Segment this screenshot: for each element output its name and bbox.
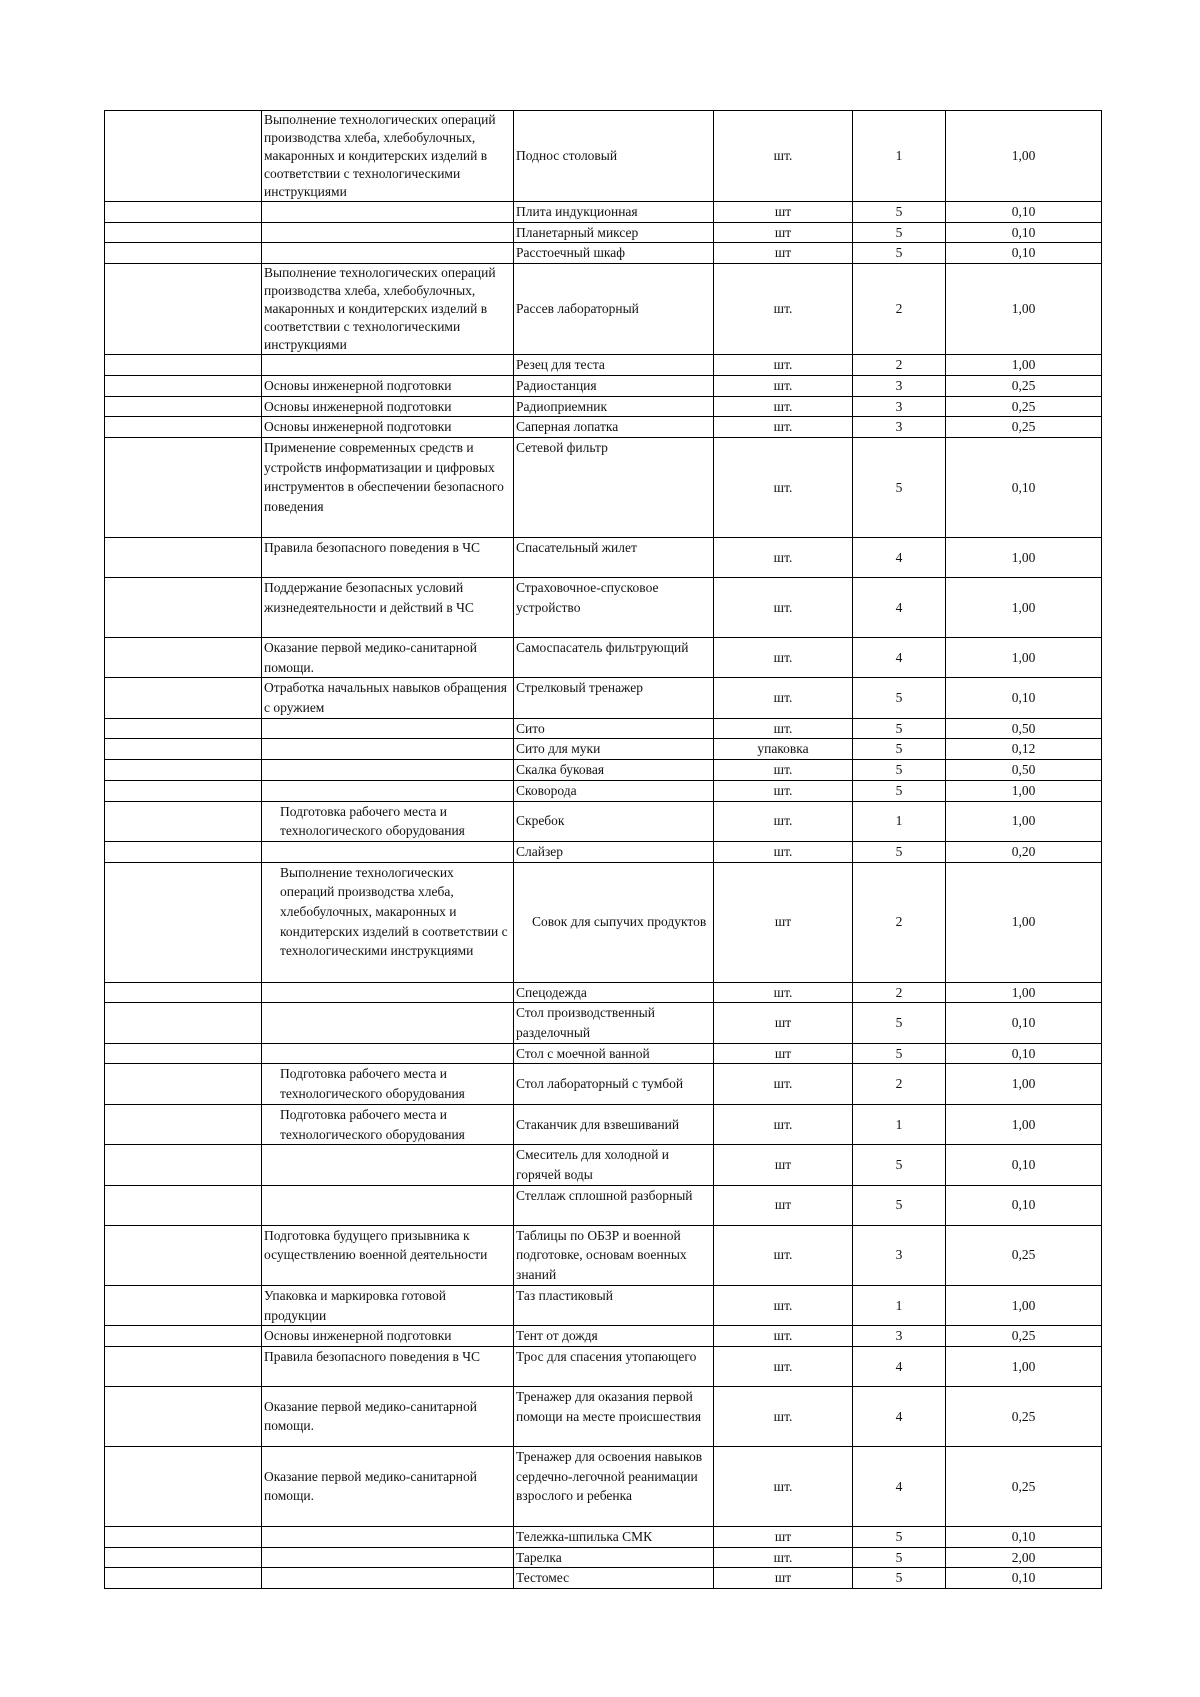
norm-cell: 0,25 (946, 1446, 1102, 1526)
row-number-cell (105, 222, 262, 243)
quantity-cell: 4 (853, 1346, 946, 1386)
item-name-cell: Самоспасатель фильтрующий (514, 637, 714, 677)
unit-cell: шт (714, 862, 853, 982)
norm-cell: 0,50 (946, 760, 1102, 781)
row-number-cell (105, 1104, 262, 1144)
norm-cell: 1,00 (946, 1064, 1102, 1104)
activity-cell: Подготовка рабочего места и технологического оборудования (262, 801, 514, 841)
quantity-cell: 5 (853, 1547, 946, 1568)
activity-cell (262, 1043, 514, 1064)
norm-cell: 0,25 (946, 1386, 1102, 1446)
norm-cell: 1,00 (946, 862, 1102, 982)
item-name-cell: Тренажер для освоения навыков сердечно-легочной реанимации взрослого и ребенка (514, 1446, 714, 1526)
item-name-cell: Тестомес (514, 1568, 714, 1589)
activity-cell: Применение современных средств и устройств информатизации и цифровых инструментов в обеспечении безопасного поведения (262, 437, 514, 537)
quantity-cell: 4 (853, 1386, 946, 1446)
item-name-cell: Стол лабораторный с тумбой (514, 1064, 714, 1104)
norm-cell: 0,10 (946, 1043, 1102, 1064)
table-row (105, 417, 1102, 438)
quantity-cell: 4 (853, 537, 946, 577)
item-name-cell: Стрелковый тренажер (514, 678, 714, 718)
unit-cell: шт. (714, 355, 853, 376)
norm-cell: 1,00 (946, 264, 1102, 355)
norm-cell: 1,00 (946, 577, 1102, 637)
item-name-cell: Таблицы по ОБЗР и военной подготовке, основам военных знаний (514, 1225, 714, 1285)
row-number-cell (105, 1326, 262, 1347)
unit-cell: шт. (714, 1285, 853, 1325)
item-name-cell: Тележка-шпилька СМК (514, 1526, 714, 1547)
unit-cell: шт. (714, 396, 853, 417)
quantity-cell: 5 (853, 1568, 946, 1589)
item-name-cell: Тарелка (514, 1547, 714, 1568)
table-row (105, 1043, 1102, 1064)
unit-cell: шт. (714, 982, 853, 1003)
table-row (105, 1326, 1102, 1347)
table-row (105, 396, 1102, 417)
row-number-cell (105, 841, 262, 862)
table-row (105, 1285, 1102, 1325)
quantity-cell: 4 (853, 1446, 946, 1526)
item-name-cell: Спасательный жилет (514, 537, 714, 577)
row-number-cell (105, 1185, 262, 1225)
table-row (105, 222, 1102, 243)
norm-cell: 0,10 (946, 222, 1102, 243)
table-row (105, 1003, 1102, 1043)
table-row (105, 1526, 1102, 1547)
quantity-cell: 5 (853, 222, 946, 243)
activity-cell (262, 1145, 514, 1185)
quantity-cell: 5 (853, 1145, 946, 1185)
norm-cell: 1,00 (946, 1346, 1102, 1386)
unit-cell: шт. (714, 1104, 853, 1144)
row-number-cell (105, 1547, 262, 1568)
item-name-cell: Стаканчик для взвешиваний (514, 1104, 714, 1144)
unit-cell: шт. (714, 1326, 853, 1347)
activity-cell: Выполнение технологических операций производства хлеба, хлебобулочных, макаронных и кондитерских изделий в соответствии с технологическими инструкциями (262, 264, 514, 355)
unit-cell: шт. (714, 1446, 853, 1526)
item-name-cell: Стеллаж сплошной разборный (514, 1185, 714, 1225)
quantity-cell: 3 (853, 417, 946, 438)
activity-cell (262, 1003, 514, 1043)
table-row (105, 1185, 1102, 1225)
row-number-cell (105, 1145, 262, 1185)
table-row (105, 1446, 1102, 1526)
unit-cell: шт (714, 202, 853, 223)
unit-cell: шт (714, 1043, 853, 1064)
table-row (105, 780, 1102, 801)
quantity-cell: 3 (853, 1326, 946, 1347)
row-number-cell (105, 396, 262, 417)
unit-cell: шт (714, 243, 853, 264)
activity-cell (262, 1185, 514, 1225)
unit-cell: шт. (714, 417, 853, 438)
quantity-cell: 5 (853, 678, 946, 718)
row-number-cell (105, 1346, 262, 1386)
norm-cell: 1,00 (946, 355, 1102, 376)
table-row (105, 739, 1102, 760)
item-name-cell: Расстоечный шкаф (514, 243, 714, 264)
item-name-cell: Сито для муки (514, 739, 714, 760)
row-number-cell (105, 982, 262, 1003)
activity-cell: Основы инженерной подготовки (262, 1326, 514, 1347)
activity-cell: Подготовка будущего призывника к осуществлению военной деятельности (262, 1225, 514, 1285)
quantity-cell: 5 (853, 760, 946, 781)
item-name-cell: Тент от дождя (514, 1326, 714, 1347)
unit-cell: шт. (714, 637, 853, 677)
quantity-cell: 1 (853, 801, 946, 841)
row-number-cell (105, 264, 262, 355)
unit-cell: шт. (714, 841, 853, 862)
quantity-cell: 5 (853, 739, 946, 760)
row-number-cell (105, 577, 262, 637)
unit-cell: шт. (714, 375, 853, 396)
item-name-cell: Таз пластиковый (514, 1285, 714, 1325)
quantity-cell: 2 (853, 355, 946, 376)
item-name-cell: Стол производственный разделочный (514, 1003, 714, 1043)
item-name-cell: Плита индукционная (514, 202, 714, 223)
norm-cell: 0,10 (946, 1145, 1102, 1185)
quantity-cell: 5 (853, 437, 946, 537)
table-row (105, 1547, 1102, 1568)
activity-cell: Правила безопасного поведения в ЧС (262, 537, 514, 577)
quantity-cell: 5 (853, 202, 946, 223)
quantity-cell: 5 (853, 1043, 946, 1064)
norm-cell: 0,10 (946, 1003, 1102, 1043)
table-row (105, 577, 1102, 637)
unit-cell: шт. (714, 1386, 853, 1446)
row-number-cell (105, 1225, 262, 1285)
activity-cell (262, 739, 514, 760)
unit-cell: шт. (714, 1225, 853, 1285)
table-row (105, 375, 1102, 396)
quantity-cell: 5 (853, 1526, 946, 1547)
activity-cell (262, 1568, 514, 1589)
norm-cell: 0,10 (946, 1526, 1102, 1547)
norm-cell: 0,20 (946, 841, 1102, 862)
table-row (105, 1225, 1102, 1285)
norm-cell: 0,25 (946, 396, 1102, 417)
unit-cell: шт. (714, 1064, 853, 1104)
row-number-cell (105, 1043, 262, 1064)
norm-cell: 1,00 (946, 637, 1102, 677)
table-row (105, 437, 1102, 537)
table-row (105, 862, 1102, 982)
item-name-cell: Тренажер для оказания первой помощи на месте происшествия (514, 1386, 714, 1446)
activity-cell (262, 718, 514, 739)
unit-cell: упаковка (714, 739, 853, 760)
quantity-cell: 3 (853, 1225, 946, 1285)
item-name-cell: Радиостанция (514, 375, 714, 396)
quantity-cell: 5 (853, 243, 946, 264)
table-row (105, 1346, 1102, 1386)
unit-cell: шт. (714, 264, 853, 355)
activity-cell (262, 243, 514, 264)
table-row (105, 1064, 1102, 1104)
row-number-cell (105, 1386, 262, 1446)
unit-cell: шт. (714, 780, 853, 801)
quantity-cell: 2 (853, 982, 946, 1003)
activity-cell (262, 1526, 514, 1547)
norm-cell: 0,10 (946, 678, 1102, 718)
row-number-cell (105, 1526, 262, 1547)
activity-cell: Оказание первой медико-санитарной помощи. (262, 1446, 514, 1526)
table-row (105, 637, 1102, 677)
unit-cell: шт. (714, 1346, 853, 1386)
row-number-cell (105, 1064, 262, 1104)
norm-cell: 0,10 (946, 437, 1102, 537)
activity-cell (262, 1547, 514, 1568)
quantity-cell: 5 (853, 1003, 946, 1043)
quantity-cell: 2 (853, 862, 946, 982)
item-name-cell: Саперная лопатка (514, 417, 714, 438)
item-name-cell: Скребок (514, 801, 714, 841)
row-number-cell (105, 355, 262, 376)
quantity-cell: 3 (853, 375, 946, 396)
norm-cell: 0,10 (946, 1568, 1102, 1589)
row-number-cell (105, 739, 262, 760)
norm-cell: 1,00 (946, 1285, 1102, 1325)
item-name-cell: Совок для сыпучих продуктов (514, 862, 714, 982)
table-row (105, 718, 1102, 739)
unit-cell: шт. (714, 801, 853, 841)
quantity-cell: 2 (853, 264, 946, 355)
quantity-cell: 1 (853, 1104, 946, 1144)
activity-cell (262, 202, 514, 223)
activity-cell: Оказание первой медико-санитарной помощи. (262, 637, 514, 677)
item-name-cell: Радиоприемник (514, 396, 714, 417)
row-number-cell (105, 243, 262, 264)
activity-cell: Оказание первой медико-санитарной помощи. (262, 1386, 514, 1446)
row-number-cell (105, 718, 262, 739)
quantity-cell: 1 (853, 111, 946, 202)
table-row (105, 264, 1102, 355)
unit-cell: шт. (714, 1547, 853, 1568)
table-row (105, 111, 1102, 202)
row-number-cell (105, 537, 262, 577)
norm-cell: 1,00 (946, 780, 1102, 801)
row-number-cell (105, 1446, 262, 1526)
row-number-cell (105, 678, 262, 718)
item-name-cell: Стол с моечной ванной (514, 1043, 714, 1064)
row-number-cell (105, 801, 262, 841)
activity-cell: Упаковка и маркировка готовой продукции (262, 1285, 514, 1325)
activity-cell (262, 982, 514, 1003)
norm-cell: 0,50 (946, 718, 1102, 739)
activity-cell: Подготовка рабочего места и технологического оборудования (262, 1104, 514, 1144)
item-name-cell: Резец для теста (514, 355, 714, 376)
row-number-cell (105, 1568, 262, 1589)
table-row (105, 982, 1102, 1003)
activity-cell: Основы инженерной подготовки (262, 375, 514, 396)
table-row (105, 243, 1102, 264)
unit-cell: шт. (714, 760, 853, 781)
row-number-cell (105, 637, 262, 677)
unit-cell: шт. (714, 577, 853, 637)
item-name-cell: Рассев лабораторный (514, 264, 714, 355)
unit-cell: шт (714, 1003, 853, 1043)
activity-cell: Подготовка рабочего места и технологического оборудования (262, 1064, 514, 1104)
quantity-cell: 5 (853, 841, 946, 862)
item-name-cell: Слайзер (514, 841, 714, 862)
equipment-table-body (105, 111, 1102, 1589)
norm-cell: 0,25 (946, 1326, 1102, 1347)
unit-cell: шт (714, 1145, 853, 1185)
norm-cell: 1,00 (946, 982, 1102, 1003)
quantity-cell: 2 (853, 1064, 946, 1104)
quantity-cell: 5 (853, 718, 946, 739)
activity-cell (262, 760, 514, 781)
norm-cell: 0,10 (946, 1185, 1102, 1225)
table-row (105, 801, 1102, 841)
unit-cell: шт. (714, 111, 853, 202)
table-row (105, 202, 1102, 223)
unit-cell: шт (714, 1526, 853, 1547)
activity-cell: Отработка начальных навыков обращения с оружием (262, 678, 514, 718)
item-name-cell: Сито (514, 718, 714, 739)
unit-cell: шт. (714, 437, 853, 537)
norm-cell: 0,25 (946, 1225, 1102, 1285)
item-name-cell: Планетарный миксер (514, 222, 714, 243)
row-number-cell (105, 437, 262, 537)
table-row (105, 355, 1102, 376)
row-number-cell (105, 760, 262, 781)
norm-cell: 1,00 (946, 537, 1102, 577)
row-number-cell (105, 1285, 262, 1325)
table-row (105, 760, 1102, 781)
quantity-cell: 3 (853, 396, 946, 417)
table-row (105, 841, 1102, 862)
activity-cell: Поддержание безопасных условий жизнедеятельности и действий в ЧС (262, 577, 514, 637)
activity-cell (262, 841, 514, 862)
table-row (105, 1568, 1102, 1589)
item-name-cell: Спецодежда (514, 982, 714, 1003)
item-name-cell: Поднос столовый (514, 111, 714, 202)
norm-cell: 0,25 (946, 417, 1102, 438)
quantity-cell: 5 (853, 1185, 946, 1225)
unit-cell: шт (714, 222, 853, 243)
quantity-cell: 5 (853, 780, 946, 801)
item-name-cell: Смеситель для холодной и горячей воды (514, 1145, 714, 1185)
activity-cell (262, 222, 514, 243)
activity-cell: Основы инженерной подготовки (262, 396, 514, 417)
norm-cell: 0,12 (946, 739, 1102, 760)
unit-cell: шт. (714, 678, 853, 718)
norm-cell: 0,25 (946, 375, 1102, 396)
table-row (105, 537, 1102, 577)
unit-cell: шт. (714, 718, 853, 739)
norm-cell: 1,00 (946, 801, 1102, 841)
row-number-cell (105, 202, 262, 223)
activity-cell: Выполнение технологических операций производства хлеба, хлебобулочных, макаронных и кондитерских изделий в соответствии с технологическими инструкциями (262, 862, 514, 982)
activity-cell: Выполнение технологических операций производства хлеба, хлебобулочных, макаронных и кондитерских изделий в соответствии с технологическими инструкциями (262, 111, 514, 202)
quantity-cell: 4 (853, 637, 946, 677)
item-name-cell: Сетевой фильтр (514, 437, 714, 537)
unit-cell: шт. (714, 537, 853, 577)
norm-cell: 1,00 (946, 1104, 1102, 1144)
item-name-cell: Страховочное-спусковое устройство (514, 577, 714, 637)
item-name-cell: Трос для спасения утопающего (514, 1346, 714, 1386)
activity-cell: Правила безопасного поведения в ЧС (262, 1346, 514, 1386)
norm-cell: 1,00 (946, 111, 1102, 202)
table-row (105, 1386, 1102, 1446)
row-number-cell (105, 780, 262, 801)
row-number-cell (105, 417, 262, 438)
item-name-cell: Скалка буковая (514, 760, 714, 781)
activity-cell (262, 780, 514, 801)
table-row (105, 1145, 1102, 1185)
item-name-cell: Сковорода (514, 780, 714, 801)
activity-cell (262, 355, 514, 376)
quantity-cell: 4 (853, 577, 946, 637)
activity-cell: Основы инженерной подготовки (262, 417, 514, 438)
table-row (105, 678, 1102, 718)
norm-cell: 0,10 (946, 202, 1102, 223)
row-number-cell (105, 375, 262, 396)
unit-cell: шт (714, 1185, 853, 1225)
row-number-cell (105, 1003, 262, 1043)
quantity-cell: 1 (853, 1285, 946, 1325)
norm-cell: 0,10 (946, 243, 1102, 264)
norm-cell: 2,00 (946, 1547, 1102, 1568)
row-number-cell (105, 862, 262, 982)
unit-cell: шт (714, 1568, 853, 1589)
equipment-table (104, 110, 1102, 1589)
table-row (105, 1104, 1102, 1144)
equipment-table-container (104, 110, 1101, 1589)
row-number-cell (105, 111, 262, 202)
